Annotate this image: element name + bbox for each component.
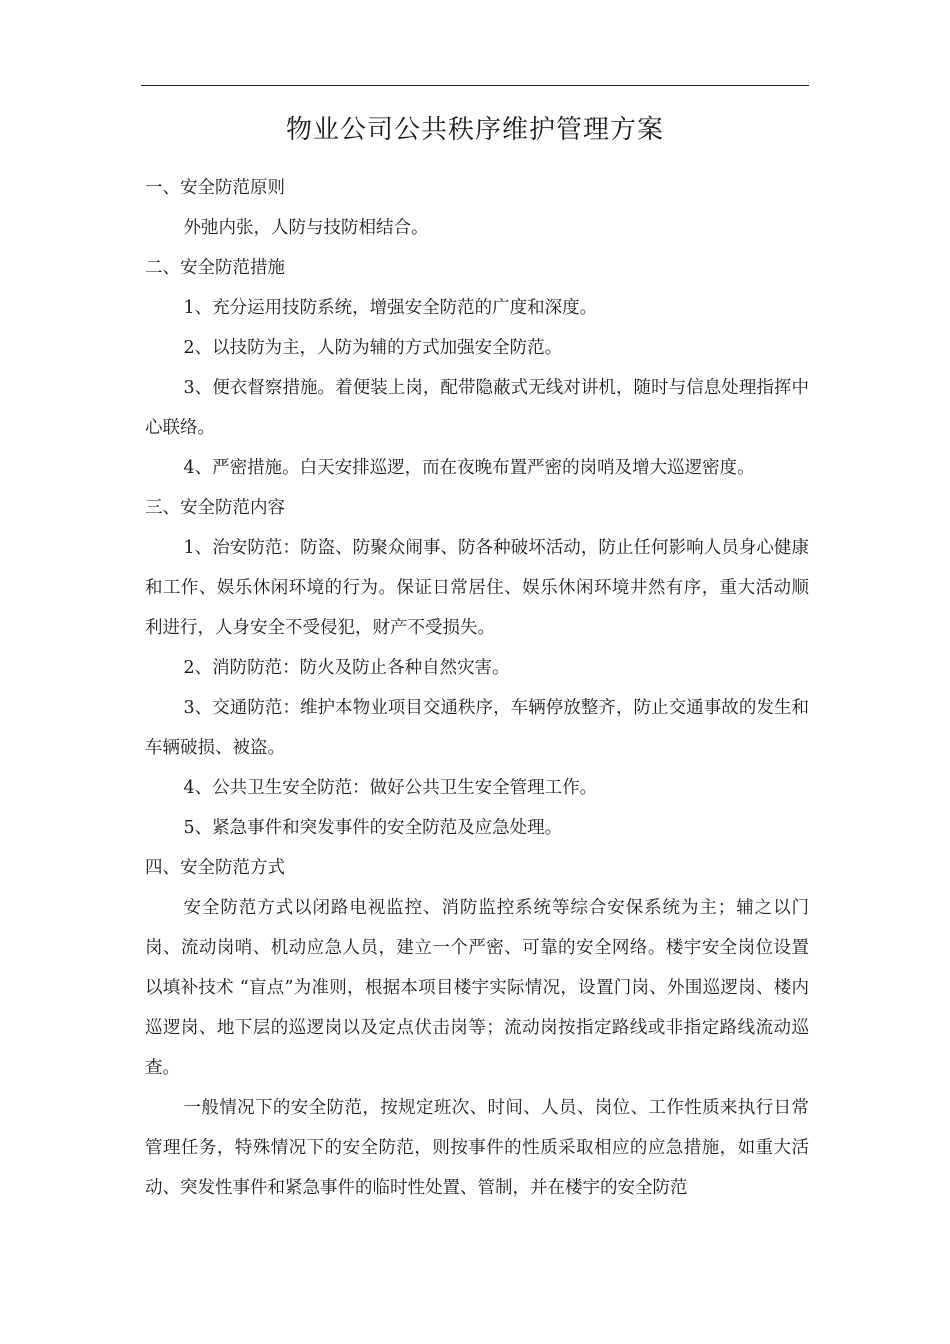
paragraph: 3、交通防范：维护本物业项目交通秩序，车辆停放整齐，防止交通事故的发生和车辆破损、被盗。: [145, 698, 809, 758]
document-title: 物业公司公共秩序维护管理方案: [285, 115, 664, 145]
paragraph: 2、以技防为主，人防为辅的方式加强安全防范。: [183, 338, 563, 358]
section-heading: 一、安全防范原则: [145, 178, 285, 198]
header-rule: [141, 85, 809, 86]
document-body: [145, 168, 809, 1208]
section-heading: 二、安全防范措施: [145, 258, 285, 278]
paragraph: 4、严密措施。白天安排巡逻，而在夜晚布置严密的岗哨及增大巡逻密度。: [183, 458, 755, 478]
section-heading: 四、安全防范方式: [145, 858, 285, 878]
paragraph: 1、充分运用技防系统，增强安全防范的广度和深度。: [183, 298, 598, 318]
paragraph: 外弛内张，人防与技防相结合。: [183, 218, 429, 238]
paragraph: 3、便衣督察措施。着便装上岗，配带隐蔽式无线对讲机，随时与信息处理指挥中心联络。: [145, 378, 809, 438]
paragraph: 一般情况下的安全防范，按规定班次、时间、人员、岗位、工作性质来执行日常管理任务，特殊情况下的安全防范，则按事件的性质采取相应的应急措施，如重大活动、突发性事件和紧急事件的临时性处置、管制，并在楼宇的安全防范: [145, 1098, 809, 1198]
paragraph: 5、紧急事件和突发事件的安全防范及应急处理。: [183, 818, 563, 838]
paragraph: 4、公共卫生安全防范：做好公共卫生安全管理工作。: [183, 778, 598, 798]
paragraph: 1、治安防范：防盗、防聚众闹事、防各种破坏活动，防止任何影响人员身心健康和工作、娱乐休闲环境的行为。保证日常居住、娱乐休闲环境井然有序，重大活动顺利进行，人身安全不受侵犯，财产不受损失。: [145, 538, 809, 638]
paragraph: 2、消防防范：防火及防止各种自然灾害。: [183, 658, 510, 678]
section-heading: 三、安全防范内容: [145, 498, 285, 518]
paragraph: 安全防范方式以闭路电视监控、消防监控系统等综合安保系统为主；辅之以门岗、流动岗哨、机动应急人员，建立一个严密、可靠的安全网络。楼宇安全岗位设置以填补技术 “盲点”为准则，根据本项目楼宇实际情况，设置门岗、外围巡逻岗、楼内巡逻岗、地下层的巡逻岗以及定点伏击岗等；流动岗按指定路线或非指定路线流动巡查。: [145, 898, 809, 1078]
